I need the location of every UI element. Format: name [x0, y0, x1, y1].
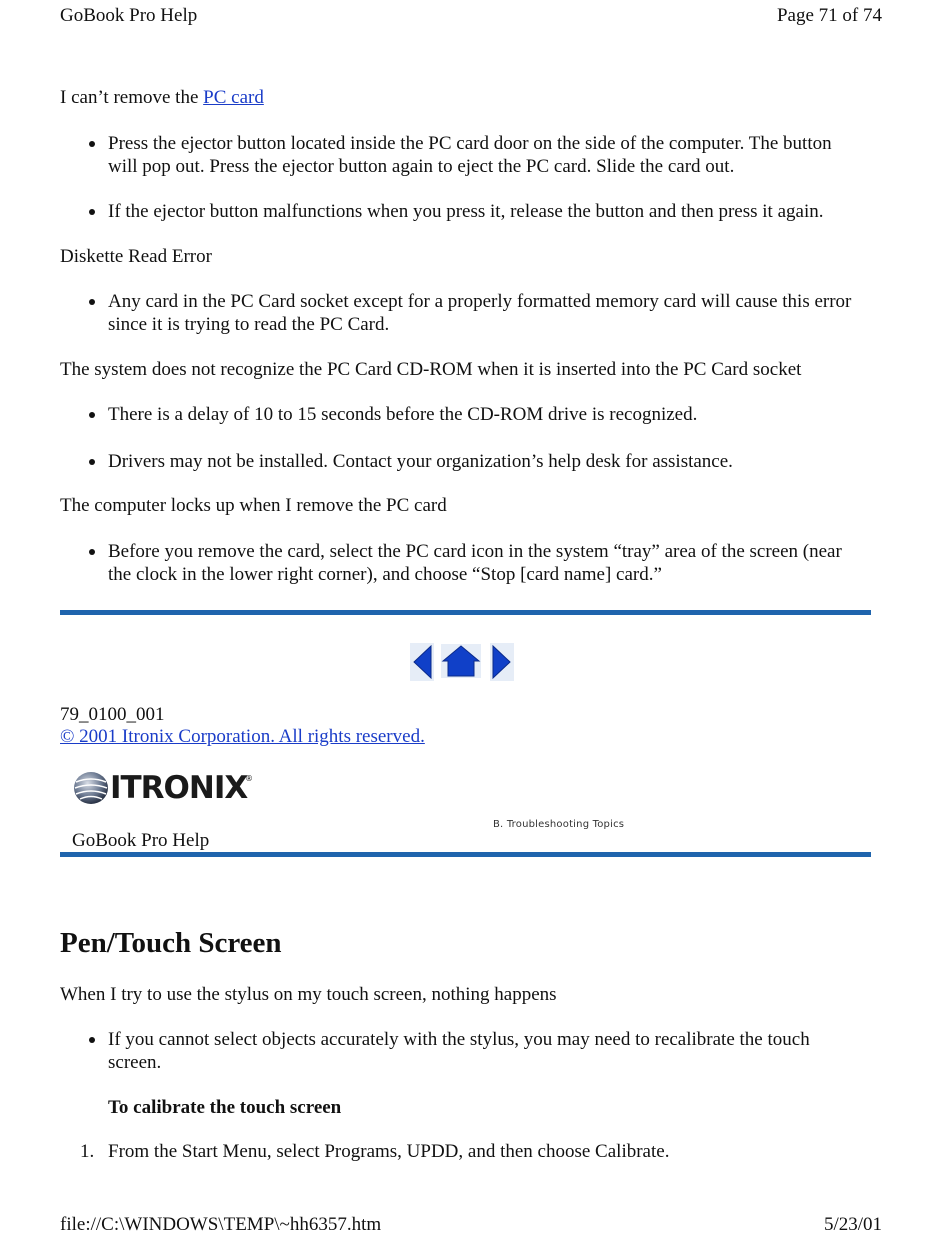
- bullet-icon: [89, 1037, 95, 1043]
- list-item: Drivers may not be installed. Contact your organization’s help desk for assistance.: [108, 451, 733, 472]
- home-icon[interactable]: [441, 644, 481, 678]
- question-text: I can’t remove the: [60, 87, 204, 108]
- divider: [60, 610, 871, 615]
- divider: [60, 852, 871, 857]
- bullet-icon: [89, 412, 95, 418]
- question-title: The system does not recognize the PC Card CD-ROM when it is inserted into the PC Card socket: [60, 359, 802, 380]
- list-item: [108, 132, 832, 178]
- list-item-line: since it is trying to read the PC Card.: [108, 314, 390, 335]
- question-title: [60, 86, 264, 109]
- question-title: When I try to use the stylus on my touch screen, nothing happens: [60, 984, 557, 1005]
- subheading: To calibrate the touch screen: [108, 1097, 342, 1118]
- bullet-icon: [89, 141, 95, 147]
- registered-mark: ®: [245, 774, 253, 783]
- banner-title: GoBook Pro Help: [72, 830, 210, 851]
- list-item-line: the clock in the lower right corner), and choose “Stop [card name] card.”: [108, 564, 662, 585]
- page-number: Page 71 of 74: [776, 5, 882, 26]
- pc-card-link[interactable]: PC card: [203, 87, 264, 108]
- previous-arrow-icon[interactable]: [410, 643, 434, 681]
- step-number: 1.: [80, 1141, 95, 1162]
- breadcrumb: B. Troubleshooting Topics: [493, 819, 625, 830]
- list-item-line: Any card in the PC Card socket except for a properly formatted memory card will cause this error: [108, 291, 852, 312]
- globe-icon: [72, 770, 110, 806]
- logo-wordmark: ITRONIX: [110, 770, 248, 806]
- list-item: If the ejector button malfunctions when you press it, release the button and then press it again.: [108, 201, 824, 222]
- list-item-line: If you cannot select objects accurately with the stylus, you may need to recalibrate the touch: [108, 1029, 810, 1050]
- step-text: From the Start Menu, select Programs, UPDD, and then choose Calibrate.: [108, 1141, 670, 1162]
- file-path: file://C:\WINDOWS\TEMP\~hh6357.htm: [60, 1214, 382, 1235]
- list-item: [108, 290, 851, 336]
- list-item-line: screen.: [108, 1052, 162, 1073]
- copyright-link[interactable]: © 2001 Itronix Corporation. All rights reserved.: [60, 726, 425, 747]
- list-item: There is a delay of 10 to 15 seconds before the CD-ROM drive is recognized.: [108, 404, 698, 425]
- header-title: GoBook Pro Help: [60, 5, 198, 26]
- bullet-icon: [89, 549, 95, 555]
- print-date: 5/23/01: [823, 1214, 882, 1235]
- bullet-icon: [89, 209, 95, 215]
- list-item-line: will pop out. Press the ejector button again to eject the PC card. Slide the card out.: [108, 156, 735, 177]
- bullet-icon: [89, 299, 95, 305]
- question-title: Diskette Read Error: [60, 246, 212, 267]
- list-item: [108, 540, 842, 586]
- list-item-line: Press the ejector button located inside the PC card door on the side of the computer. The button: [108, 133, 832, 154]
- bullet-icon: [89, 459, 95, 465]
- list-item-line: Before you remove the card, select the PC card icon in the system “tray” area of the screen (near: [108, 541, 842, 562]
- question-title: The computer locks up when I remove the PC card: [60, 495, 447, 516]
- next-arrow-icon[interactable]: [490, 643, 514, 681]
- page-heading: Pen/Touch Screen: [60, 927, 282, 959]
- document-id: 79_0100_001: [60, 704, 165, 725]
- list-item: [108, 1028, 810, 1074]
